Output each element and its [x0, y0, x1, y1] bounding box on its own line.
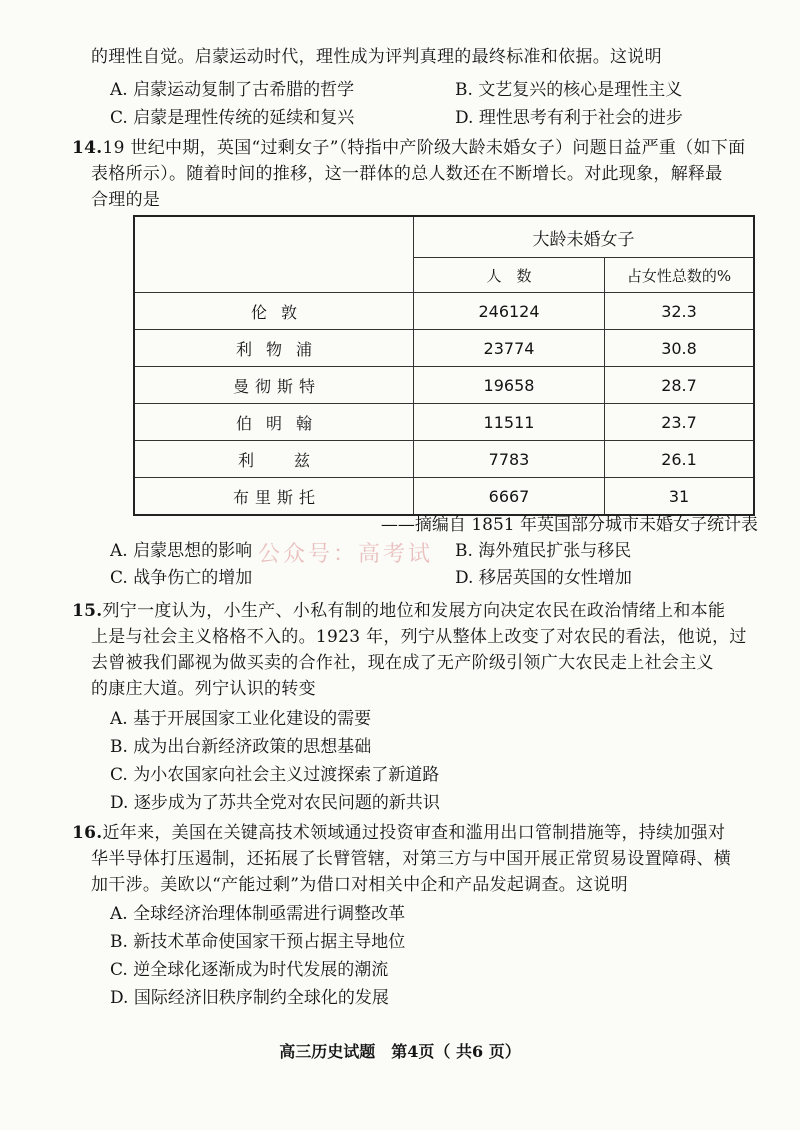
- q14-stem-line3: 合理的是: [91, 190, 161, 210]
- table-row: [134, 404, 754, 441]
- q14-option-d: D. 移居英国的女性增加: [455, 568, 632, 588]
- table-count-cell: 246124: [414, 293, 605, 330]
- table-city-cell: 利兹: [134, 441, 414, 478]
- table-group-header: 大龄未婚女子: [414, 216, 755, 258]
- statistics-table: [133, 215, 755, 516]
- table-city-cell: 利物浦: [134, 330, 414, 367]
- table-col-pct-header: 占女性总数的%: [605, 258, 755, 293]
- table-city-cell: 曼彻斯特: [134, 367, 414, 404]
- table-row: [134, 293, 754, 330]
- table-count-cell: 23774: [414, 330, 605, 367]
- q15-stem-line1: [72, 600, 725, 622]
- q16-option-b: B. 新技术革命使国家干预占据主导地位: [110, 932, 406, 952]
- q13-option-b: B. 文艺复兴的核心是理性主义: [455, 80, 683, 100]
- q15-stem-text1: 列宁一度认为，小生产、小私有制的地位和发展方向决定农民在政治情绪上和本能: [102, 601, 726, 621]
- table-row: [134, 367, 754, 404]
- table-city-cell: 伦敦: [134, 293, 414, 330]
- q14-stem-line1: [72, 137, 745, 159]
- table-count-cell: 7783: [414, 441, 605, 478]
- table-header-row: [134, 216, 754, 258]
- q14-option-a: A. 启蒙思想的影响: [110, 541, 253, 561]
- table-corner-cell: [134, 216, 414, 293]
- q14-stem-line2: 表格所示）。随着时间的推移，这一群体的总人数还在不断增长。对此现象，解释最: [91, 164, 723, 184]
- page-footer: 高三历史试题 第4页（ 共6 页）: [279, 1042, 521, 1061]
- table-pct-cell: 23.7: [605, 404, 755, 441]
- q15-stem-line3: 去曾被我们鄙视为做买卖的合作社，现在成了无产阶级引领广大农民走上社会主义: [91, 653, 714, 673]
- table-count-cell: 11511: [414, 404, 605, 441]
- q15-option-d: D. 逐步成为了苏共全党对农民问题的新共识: [110, 793, 440, 813]
- q13-option-d: D. 理性思考有利于社会的进步: [455, 108, 683, 128]
- table-pct-cell: 28.7: [605, 367, 755, 404]
- table-count-cell: 19658: [414, 367, 605, 404]
- q14-stem-text1: 19 世纪中期，英国“过剩女子”（特指中产阶级大龄未婚女子）问题日益严重（如下面: [102, 138, 746, 158]
- table-col-count-header: 人 数: [414, 258, 605, 293]
- q15-option-a: A. 基于开展国家工业化建设的需要: [110, 709, 372, 729]
- table-row: [134, 330, 754, 367]
- table-count-cell: 6667: [414, 478, 605, 516]
- table-pct-cell: 31: [605, 478, 755, 516]
- table-row: [134, 441, 754, 478]
- q16-stem-line3: 加干涉。美欧以“产能过剩”为借口对相关中企和产品发起调查。这说明: [91, 875, 628, 895]
- q15-option-b: B. 成为出台新经济政策的思想基础: [110, 737, 372, 757]
- q14-option-b: B. 海外殖民扩张与移民: [455, 541, 632, 561]
- q16-number: 16.: [72, 823, 103, 843]
- q16-stem-line1: [72, 822, 725, 844]
- table-city-cell: 布里斯托: [134, 478, 414, 516]
- q13-option-a: A. 启蒙运动复制了古希腊的哲学: [110, 80, 355, 100]
- q16-option-d: D. 国际经济旧秩序制约全球化的发展: [110, 988, 389, 1008]
- q15-stem-line4: 的康庄大道。列宁认识的转变: [91, 679, 316, 699]
- table-pct-cell: 26.1: [605, 441, 755, 478]
- q15-option-c: C. 为小农国家向社会主义过渡探索了新道路: [110, 765, 440, 785]
- q15-stem-line2: 上是与社会主义格格不入的。1923 年，列宁从整体上改变了对农民的看法，他说，过: [91, 627, 747, 647]
- table-source-note: ——摘编自 1851 年英国部分城市未婚女子统计表: [380, 515, 758, 535]
- q16-option-c: C. 逆全球化逐渐成为时代发展的潮流: [110, 960, 389, 980]
- q13-option-c: C. 启蒙是理性传统的延续和复兴: [110, 108, 355, 128]
- q13-stem-tail: 的理性自觉。启蒙运动时代，理性成为评判真理的最终标准和依据。这说明: [91, 47, 662, 67]
- q14-option-c: C. 战争伤亡的增加: [110, 568, 253, 588]
- table-city-cell: 伯明翰: [134, 404, 414, 441]
- table-pct-cell: 32.3: [605, 293, 755, 330]
- q16-stem-text1: 近年来，美国在关键高技术领域通过投资审查和滥用出口管制措施等，持续加强对: [102, 823, 726, 843]
- q15-number: 15.: [72, 601, 103, 621]
- q16-stem-line2: 华半导体打压遏制，还拓展了长臂管辖，对第三方与中国开展正常贸易设置障碍、横: [91, 849, 732, 869]
- q14-number: 14.: [72, 138, 103, 158]
- watermark-text: 公众号：高考试: [258, 542, 434, 567]
- table-pct-cell: 30.8: [605, 330, 755, 367]
- q16-option-a: A. 全球经济治理体制亟需进行调整改革: [110, 904, 406, 924]
